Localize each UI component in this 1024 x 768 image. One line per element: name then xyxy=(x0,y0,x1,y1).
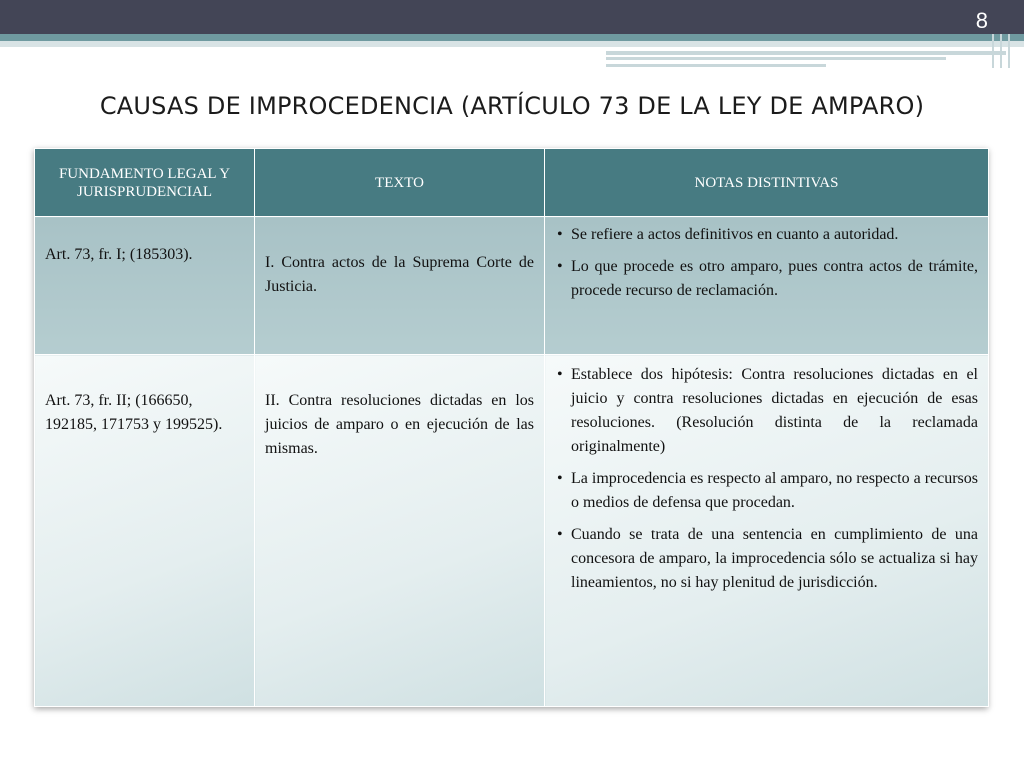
decor-stripe xyxy=(606,64,826,67)
note-item xyxy=(555,223,978,247)
bullet-icon: • xyxy=(557,258,563,275)
table-header-row xyxy=(35,149,989,217)
decor-stripe xyxy=(0,34,1024,41)
decor-line xyxy=(1000,34,1002,68)
cell-texto: II. Contra resoluciones dictadas en los juicios de amparo o en ejecución de las mismas. xyxy=(255,355,545,707)
note-text: La improcedencia es respecto al amparo, no respecto a recursos o medios de defensa que procedan. xyxy=(571,470,978,511)
table-row xyxy=(35,355,989,707)
note-text: Establece dos hipótesis: Contra resoluciones dictadas en el juicio y contra resoluciones dictadas en ejecución de esas resoluciones. (Resolución distinta de la reclamada originalmente) xyxy=(571,366,978,455)
bullet-icon: • xyxy=(557,470,563,487)
cell-notas xyxy=(545,217,989,355)
header-texto: TEXTO xyxy=(255,149,545,217)
cell-legal: Art. 73, fr. II; (166650, 192185, 171753 y 199525). xyxy=(35,355,255,707)
header-fundamento: FUNDAMENTO LEGAL Y JURISPRUDENCIAL xyxy=(35,149,255,217)
bullet-icon: • xyxy=(557,366,563,383)
note-text: Cuando se trata de una sentencia en cumplimiento de una concesora de amparo, la improcedencia sólo se actualiza si hay lineamientos, no si hay plenitud de jurisdicción. xyxy=(571,526,978,591)
cell-notas xyxy=(545,355,989,707)
note-item xyxy=(555,255,978,303)
note-text: Se refiere a actos definitivos en cuanto a autoridad. xyxy=(571,226,899,243)
cell-legal: Art. 73, fr. I; (185303). xyxy=(35,217,255,355)
table-row xyxy=(35,217,989,355)
decor-line xyxy=(1008,34,1010,68)
slide-number: 8 xyxy=(975,8,988,33)
bullet-icon: • xyxy=(557,226,563,243)
note-item xyxy=(555,467,978,515)
slide-title: CAUSAS DE IMPROCEDENCIA (ARTÍCULO 73 DE LA LEY DE AMPARO) xyxy=(99,92,925,120)
decor-stripe xyxy=(606,51,1006,55)
decor-stripe xyxy=(606,57,946,60)
note-item xyxy=(555,523,978,595)
improcedencia-table xyxy=(34,148,988,707)
cell-texto: I. Contra actos de la Suprema Corte de Justicia. xyxy=(255,217,545,355)
top-bar xyxy=(0,0,1024,34)
note-item xyxy=(555,363,978,459)
decor-line xyxy=(992,34,994,68)
note-text: Lo que procede es otro amparo, pues contra actos de trámite, procede recurso de reclamación. xyxy=(571,258,978,299)
bullet-icon: • xyxy=(557,526,563,543)
decor-stripe xyxy=(0,41,1024,47)
header-notas: NOTAS DISTINTIVAS xyxy=(545,149,989,217)
